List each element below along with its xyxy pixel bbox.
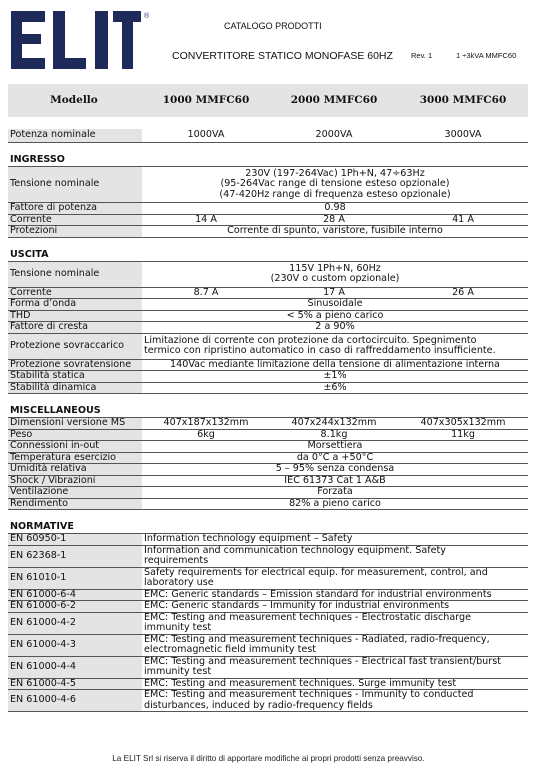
cell-value: 26 A (398, 287, 528, 299)
cell-value: 82% a pieno carico (142, 498, 528, 510)
norm-description: EMC: Testing and measurement techniques - Electrostatic discharge immunity test (142, 612, 528, 634)
cell-value: 407x244x132mm (270, 418, 398, 430)
table-row (8, 214, 528, 226)
table-row (8, 534, 528, 546)
table-row (8, 487, 528, 499)
cell-value: 1000VA (142, 129, 270, 142)
norm-code: EN 61000-4-3 (8, 634, 142, 656)
row-label: Potenza nominale (8, 129, 142, 142)
cell-value: 17 A (270, 287, 398, 299)
cell-value: IEC 61373 Cat 1 A&B (142, 475, 528, 487)
cell-value: da 0°C a +50°C (142, 452, 528, 464)
table-row (8, 299, 528, 311)
col-header-1000: 1000 MMFC60 (142, 84, 270, 117)
table-row (8, 166, 528, 203)
norm-description: Safety requirements for electrical equip. for measurement, control, and laboratory use (142, 567, 528, 589)
norm-code: EN 61000-4-2 (8, 612, 142, 634)
cell-value: ±1% (142, 371, 528, 383)
row-label: Protezioni (8, 226, 142, 238)
col-header-model: Modello (8, 84, 142, 117)
table-row (8, 690, 528, 712)
section-title-normative: NORMATIVE (8, 522, 528, 534)
table-row (8, 333, 528, 359)
table-row (8, 203, 528, 215)
cell-value: 407x187x132mm (142, 418, 270, 430)
section-title-misc: MISCELLANEOUS (8, 406, 528, 418)
table-row (8, 287, 528, 299)
table-row (8, 418, 528, 430)
cell-value: 140Vac mediante limitazione della tensione di alimentazione interna (142, 359, 528, 371)
table-header-row (8, 84, 528, 117)
row-label: Shock / Vibrazioni (8, 475, 142, 487)
footer-disclaimer: La ELIT Srl si riserva il diritto di apportare modifiche ai propri prodotti senza preavviso. (112, 754, 425, 763)
table-row (8, 498, 528, 510)
table-row (8, 310, 528, 322)
catalog-label: CATALOGO PRODOTTI (224, 21, 322, 31)
row-label: Rendimento (8, 498, 142, 510)
table-row (8, 567, 528, 589)
row-label: Protezione sovratensione (8, 359, 142, 371)
section-title-uscita: USCITA (8, 250, 528, 262)
cell-value: 407x305x132mm (398, 418, 528, 430)
cell-value: 8.1kg (270, 429, 398, 441)
norm-description: EMC: Generic standards – Immunity for industrial environments (142, 601, 528, 613)
norm-description: EMC: Testing and measurement techniques - Radiated, radio-frequency, electromagnetic field immunity test (142, 634, 528, 656)
table-row (8, 545, 528, 567)
revision: Rev. 1 (411, 51, 433, 60)
cell-value: 6kg (142, 429, 270, 441)
table-row (8, 634, 528, 656)
cell-value: 2 a 90% (142, 322, 528, 334)
table-row (8, 475, 528, 487)
cell-value: 0.98 (142, 203, 528, 215)
row-label: Tensione nominale (8, 166, 142, 203)
norm-code: EN 61000-4-4 (8, 656, 142, 678)
row-label: Ventilazione (8, 487, 142, 499)
row-label: Tensione nominale (8, 261, 142, 287)
norm-description: EMC: Testing and measurement techniques - Immunity to conducted disturbances, induced by radio-frequency fields (142, 690, 528, 712)
cell-value: 28 A (270, 214, 398, 226)
section-title-ingresso: INGRESSO (8, 155, 528, 167)
table-row (8, 382, 528, 394)
norm-code: EN 61000-4-6 (8, 690, 142, 712)
cell-value: Corrente di spunto, varistore, fusibile interno (142, 226, 528, 238)
norm-description: EMC: Generic standards – Emission standard for industrial environments (142, 589, 528, 601)
table-row (8, 656, 528, 678)
row-label: Stabilità statica (8, 371, 142, 383)
table-row (8, 371, 528, 383)
norm-code: EN 61000-6-4 (8, 589, 142, 601)
document-title: CONVERTITORE STATICO MONOFASE 60HZ (172, 50, 393, 62)
table-row (8, 226, 528, 238)
cell-value: Sinusoidale (142, 299, 528, 311)
table-row (8, 612, 528, 634)
cell-value: ±6% (142, 382, 528, 394)
spec-table (8, 84, 528, 712)
cell-value: 8.7 A (142, 287, 270, 299)
row-label: Temperatura esercizio (8, 452, 142, 464)
cell-value: 14 A (142, 214, 270, 226)
cell-value: 2000VA (270, 129, 398, 142)
norm-code: EN 61000-6-2 (8, 601, 142, 613)
row-label: Corrente (8, 287, 142, 299)
norm-description: Information technology equipment – Safety (142, 534, 528, 546)
col-header-2000: 2000 MMFC60 (270, 84, 398, 117)
cell-value: 11kg (398, 429, 528, 441)
table-row (8, 452, 528, 464)
cell-value: 115V 1Ph+N, 60Hz (230V o custom opzionale) (142, 261, 528, 287)
norm-description: Information and communication technology equipment. Safety requirements (142, 545, 528, 567)
table-row (8, 322, 528, 334)
row-label: Protezione sovraccarico (8, 333, 142, 359)
cell-value: Limitazione di corrente con protezione da cortocircuito. Spegnimento termico con ripristino automatico in caso di raffreddamento insufficiente. (142, 333, 528, 359)
col-header-3000: 3000 MMFC60 (398, 84, 528, 117)
row-label: THD (8, 310, 142, 322)
cell-value: 41 A (398, 214, 528, 226)
norm-code: EN 62368-1 (8, 545, 142, 567)
table-row (8, 261, 528, 287)
norm-code: EN 61000-4-5 (8, 678, 142, 690)
table-row (8, 441, 528, 453)
cell-value: 3000VA (398, 129, 528, 142)
table-row (8, 464, 528, 476)
cell-value: Forzata (142, 487, 528, 499)
table-row (8, 589, 528, 601)
row-label: Stabilità dinamica (8, 382, 142, 394)
product-range: 1 ÷3kVA MMFC60 (456, 51, 517, 60)
row-label: Fattore di cresta (8, 322, 142, 334)
cell-value: 230V (197-264Vac) 1Ph+N, 47÷63Hz (95-264Vac range di tensione esteso opzionale) (47-420Hz range di frequenza esteso opzionale) (142, 166, 528, 203)
cell-value: Morsettiera (142, 441, 528, 453)
row-label: Connessioni in-out (8, 441, 142, 453)
row-label: Umidità relativa (8, 464, 142, 476)
row-label: Dimensioni versione MS (8, 418, 142, 430)
row-label: Fattore di potenza (8, 203, 142, 215)
table-row (8, 359, 528, 371)
table-row (8, 429, 528, 441)
table-row (8, 129, 528, 142)
row-label: Peso (8, 429, 142, 441)
table-row (8, 678, 528, 690)
cell-value: 5 – 95% senza condensa (142, 464, 528, 476)
cell-value: < 5% a pieno carico (142, 310, 528, 322)
svg-text:®: ® (144, 13, 150, 20)
norm-description: EMC: Testing and measurement techniques. Surge immunity test (142, 678, 528, 690)
row-label: Corrente (8, 214, 142, 226)
elit-logo (11, 9, 151, 71)
norm-code: EN 61010-1 (8, 567, 142, 589)
norm-description: EMC: Testing and measurement techniques - Electrical fast transient/burst immunity test (142, 656, 528, 678)
norm-code: EN 60950-1 (8, 534, 142, 546)
table-row (8, 601, 528, 613)
row-label: Forma d’onda (8, 299, 142, 311)
